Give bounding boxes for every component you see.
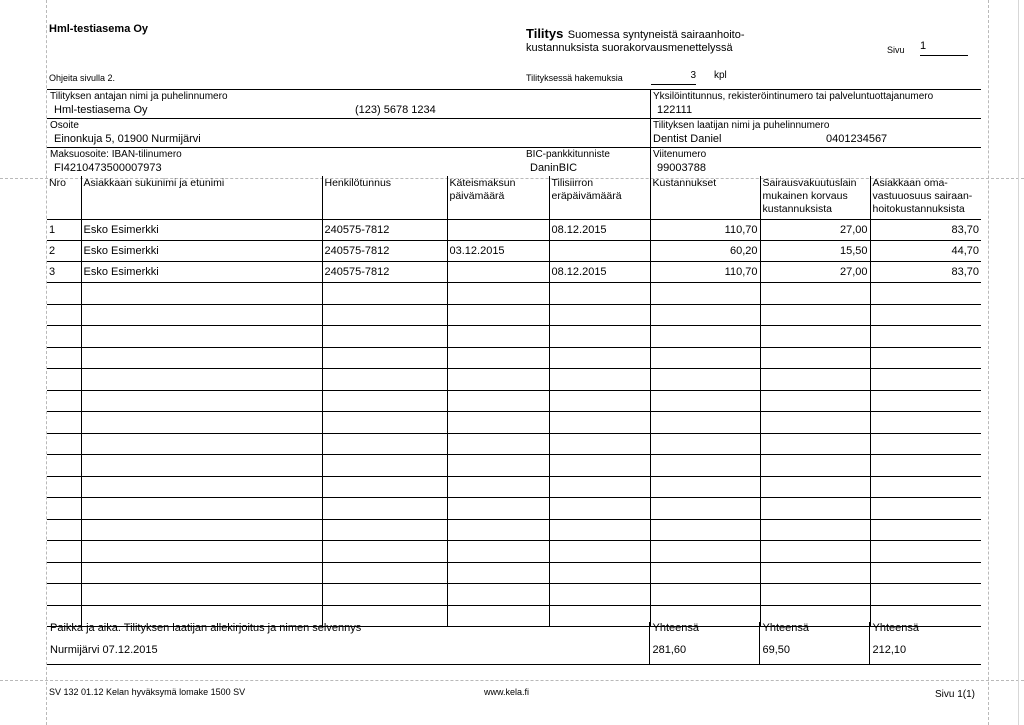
cell-cash-date <box>447 283 549 305</box>
cell-due-date <box>549 541 650 563</box>
cell-cash-date <box>447 455 549 477</box>
table-row <box>47 283 981 305</box>
col-header-due-date: Tilisiirron eräpäivämäärä <box>549 176 650 220</box>
cell-costs: 110,70 <box>650 262 760 283</box>
cell-ssn <box>322 369 447 391</box>
cell-name <box>81 455 322 477</box>
cell-ssn: 240575-7812 <box>322 262 447 283</box>
page-edge <box>1018 0 1019 725</box>
cell-nro: 1 <box>47 220 81 241</box>
cell-own-share: 83,70 <box>870 262 981 283</box>
cell-compensation: 15,50 <box>760 241 870 262</box>
cell-compensation <box>760 369 870 391</box>
cell-due-date <box>549 476 650 498</box>
cell-name: Esko Esimerkki <box>81 220 322 241</box>
divider <box>47 147 981 148</box>
table-row <box>47 498 981 520</box>
instructions-note: Ohjeita sivulla 2. <box>49 73 116 83</box>
cell-own-share <box>870 390 981 412</box>
address-label: Osoite <box>50 120 79 131</box>
cell-ssn <box>322 412 447 434</box>
table-row <box>47 326 981 348</box>
cell-costs <box>650 498 760 520</box>
cell-compensation <box>760 304 870 326</box>
cell-cash-date <box>447 262 549 283</box>
signature-label: Paikka ja aika. Tilityksen laatijan allekirjoitus ja nimen selvennys <box>50 622 362 634</box>
cell-nro <box>47 283 81 305</box>
cell-own-share <box>870 369 981 391</box>
cell-ssn <box>322 433 447 455</box>
cell-costs <box>650 519 760 541</box>
cell-ssn <box>322 519 447 541</box>
reference-label: Viitenumero <box>653 149 707 160</box>
cell-compensation <box>760 326 870 348</box>
cell-costs <box>650 541 760 563</box>
cell-compensation <box>760 562 870 584</box>
page-number: 1 <box>920 40 927 52</box>
cell-compensation <box>760 412 870 434</box>
divider <box>47 118 981 119</box>
cell-ssn <box>322 326 447 348</box>
cell-cash-date <box>447 476 549 498</box>
identifier-value: 122111 <box>657 104 693 116</box>
form-title-line2: kustannuksista suorakorvausmenettelyssä <box>526 42 733 54</box>
cell-ssn <box>322 584 447 606</box>
cell-costs <box>650 476 760 498</box>
cell-nro <box>47 347 81 369</box>
cell-costs <box>650 433 760 455</box>
col-header-cash-date: Käteismaksun päivämäärä <box>447 176 549 220</box>
page-info: Sivu 1(1) <box>935 689 976 700</box>
cell-name <box>81 476 322 498</box>
cell-cash-date <box>447 519 549 541</box>
cell-compensation <box>760 498 870 520</box>
cell-due-date <box>549 283 650 305</box>
address-value: Einonkuja 5, 01900 Nurmijärvi <box>54 133 201 145</box>
cell-nro: 2 <box>47 241 81 262</box>
col-header-nro: Nro <box>47 176 81 220</box>
cell-costs: 60,20 <box>650 241 760 262</box>
cell-name <box>81 283 322 305</box>
applications-label: Tilityksessä hakemuksia <box>526 73 623 83</box>
cell-name <box>81 562 322 584</box>
cell-costs <box>650 326 760 348</box>
cell-name: Esko Esimerkki <box>81 241 322 262</box>
cell-compensation: 27,00 <box>760 220 870 241</box>
cell-costs <box>650 584 760 606</box>
bic-value: DaninBIC <box>530 162 578 174</box>
cell-due-date <box>549 498 650 520</box>
table-row <box>47 347 981 369</box>
claims-table <box>47 176 981 627</box>
cell-ssn <box>322 476 447 498</box>
cell-cash-date <box>447 326 549 348</box>
cell-ssn: 240575-7812 <box>322 241 447 262</box>
cell-name <box>81 433 322 455</box>
table-row <box>47 541 981 563</box>
table-row <box>47 241 981 262</box>
cell-name: Esko Esimerkki <box>81 262 322 283</box>
cell-own-share: 44,70 <box>870 241 981 262</box>
cell-name <box>81 519 322 541</box>
cell-compensation: 27,00 <box>760 262 870 283</box>
totals-label-row <box>47 622 981 644</box>
cell-ssn <box>322 455 447 477</box>
table-row <box>47 390 981 412</box>
cell-name <box>81 304 322 326</box>
cell-name <box>81 390 322 412</box>
page-margin-guide <box>988 0 989 725</box>
form-title-bold: Tilitys <box>526 26 564 41</box>
submitter-name: Hml-testiasema Oy <box>54 104 148 116</box>
cell-due-date <box>549 455 650 477</box>
cell-nro <box>47 304 81 326</box>
cell-own-share <box>870 584 981 606</box>
total-compensation-label: Yhteensä <box>759 622 869 644</box>
cell-nro <box>47 562 81 584</box>
col-header-ssn: Henkilötunnus <box>322 176 447 220</box>
cell-name <box>81 326 322 348</box>
applications-unit: kpl <box>714 70 727 81</box>
preparer-label: Tilityksen laatijan nimi ja puhelinnumero <box>653 120 830 131</box>
cell-cash-date <box>447 390 549 412</box>
cell-own-share <box>870 476 981 498</box>
cell-name <box>81 412 322 434</box>
col-header-compensation: Sairausvakuutuslain mukainen korvaus kustannuksista <box>760 176 870 220</box>
cell-costs: 110,70 <box>650 220 760 241</box>
cell-due-date <box>549 241 650 262</box>
cell-cash-date <box>447 220 549 241</box>
cell-own-share <box>870 326 981 348</box>
cell-name <box>81 541 322 563</box>
cell-name <box>81 347 322 369</box>
cell-due-date: 08.12.2015 <box>549 220 650 241</box>
table-row <box>47 584 981 606</box>
cell-nro <box>47 519 81 541</box>
cell-cash-date <box>447 433 549 455</box>
cell-ssn <box>322 347 447 369</box>
cell-own-share <box>870 498 981 520</box>
cell-due-date <box>549 433 650 455</box>
cell-costs <box>650 455 760 477</box>
cell-cash-date <box>447 584 549 606</box>
table-row <box>47 262 981 283</box>
cell-own-share <box>870 412 981 434</box>
cell-cash-date <box>447 347 549 369</box>
cell-due-date <box>549 562 650 584</box>
cell-cash-date: 03.12.2015 <box>447 241 549 262</box>
cell-own-share: 83,70 <box>870 220 981 241</box>
preparer-phone: 0401234567 <box>826 133 888 145</box>
page-number-field <box>920 40 968 56</box>
cell-compensation <box>760 584 870 606</box>
applications-count: 3 <box>690 70 696 81</box>
cell-due-date <box>549 519 650 541</box>
cell-name <box>81 584 322 606</box>
col-header-name: Asiakkaan sukunimi ja etunimi <box>81 176 322 220</box>
cell-nro <box>47 412 81 434</box>
company-name: Hml-testiasema Oy <box>49 23 149 35</box>
cell-nro <box>47 390 81 412</box>
cell-cash-date <box>447 498 549 520</box>
col-header-costs: Kustannukset <box>650 176 760 220</box>
cell-name <box>81 369 322 391</box>
cell-due-date <box>549 390 650 412</box>
cell-nro <box>47 476 81 498</box>
table-row <box>47 562 981 584</box>
table-row <box>47 433 981 455</box>
cell-ssn: 240575-7812 <box>322 220 447 241</box>
cell-nro: 3 <box>47 262 81 283</box>
website: www.kela.fi <box>484 687 530 697</box>
cell-costs <box>650 347 760 369</box>
cell-compensation <box>760 390 870 412</box>
cell-compensation <box>760 283 870 305</box>
cell-own-share <box>870 304 981 326</box>
cell-own-share <box>870 541 981 563</box>
cell-own-share <box>870 283 981 305</box>
page-margin-guide <box>0 680 1024 681</box>
iban-value: FI4210473500007973 <box>54 162 162 174</box>
cell-compensation <box>760 455 870 477</box>
cell-ssn <box>322 541 447 563</box>
cell-costs <box>650 369 760 391</box>
cell-cash-date <box>447 304 549 326</box>
table-row <box>47 369 981 391</box>
total-compensation: 69,50 <box>759 644 869 664</box>
cell-costs <box>650 412 760 434</box>
table-header-row <box>47 176 981 220</box>
table-row <box>47 220 981 241</box>
table-row <box>47 476 981 498</box>
cell-due-date: 08.12.2015 <box>549 262 650 283</box>
cell-costs <box>650 562 760 584</box>
cell-nro <box>47 584 81 606</box>
col-header-own-share: Asiakkaan oma-vastuuosuus sairaan-hoitokustannuksista <box>870 176 981 220</box>
bic-label: BIC-pankkitunniste <box>526 149 610 160</box>
cell-compensation <box>760 433 870 455</box>
total-costs: 281,60 <box>649 644 759 664</box>
cell-cash-date <box>447 562 549 584</box>
cell-costs <box>650 283 760 305</box>
divider <box>47 89 981 90</box>
payment-label: Maksuosoite: IBAN-tilinumero <box>50 149 182 160</box>
page-label: Sivu <box>887 45 905 55</box>
cell-compensation <box>760 519 870 541</box>
cell-due-date <box>549 369 650 391</box>
divider <box>650 89 651 176</box>
cell-own-share <box>870 519 981 541</box>
total-own-share-label: Yhteensä <box>869 622 981 644</box>
cell-due-date <box>549 347 650 369</box>
cell-ssn <box>322 498 447 520</box>
submitter-label: Tilityksen antajan nimi ja puhelinnumero <box>50 91 228 102</box>
cell-nro <box>47 541 81 563</box>
cell-own-share <box>870 562 981 584</box>
cell-own-share <box>870 455 981 477</box>
cell-costs <box>650 390 760 412</box>
table-row <box>47 519 981 541</box>
cell-name <box>81 498 322 520</box>
preparer-name: Dentist Daniel <box>653 133 722 145</box>
form-title <box>526 25 745 43</box>
cell-ssn <box>322 390 447 412</box>
totals-value-row <box>47 644 981 664</box>
cell-ssn <box>322 304 447 326</box>
totals-table <box>47 622 981 665</box>
form-code: SV 132 01.12 Kelan hyväksymä lomake 1500 SV <box>49 687 246 697</box>
cell-cash-date <box>447 412 549 434</box>
cell-compensation <box>760 347 870 369</box>
cell-ssn <box>322 562 447 584</box>
applications-count-field <box>651 70 696 85</box>
cell-cash-date <box>447 541 549 563</box>
total-own-share: 212,10 <box>869 644 981 664</box>
cell-due-date <box>549 304 650 326</box>
reference-value: 99003788 <box>657 162 706 174</box>
signature-value: Nurmijärvi 07.12.2015 <box>47 644 649 664</box>
cell-nro <box>47 455 81 477</box>
total-costs-label: Yhteensä <box>649 622 759 644</box>
table-row <box>47 455 981 477</box>
form-title-line1: Suomessa syntyneistä sairaanhoito- <box>567 29 745 41</box>
submitter-phone: (123) 5678 1234 <box>355 104 436 116</box>
cell-nro <box>47 369 81 391</box>
table-row <box>47 304 981 326</box>
cell-due-date <box>549 412 650 434</box>
cell-own-share <box>870 347 981 369</box>
cell-nro <box>47 326 81 348</box>
cell-ssn <box>322 283 447 305</box>
cell-cash-date <box>447 369 549 391</box>
cell-compensation <box>760 476 870 498</box>
cell-due-date <box>549 326 650 348</box>
cell-nro <box>47 498 81 520</box>
identifier-label: Yksilöintitunnus, rekisteröintinumero tai palveluntuottajanumero <box>653 91 934 102</box>
cell-due-date <box>549 584 650 606</box>
cell-nro <box>47 433 81 455</box>
table-row <box>47 412 981 434</box>
cell-costs <box>650 304 760 326</box>
cell-own-share <box>870 433 981 455</box>
cell-compensation <box>760 541 870 563</box>
